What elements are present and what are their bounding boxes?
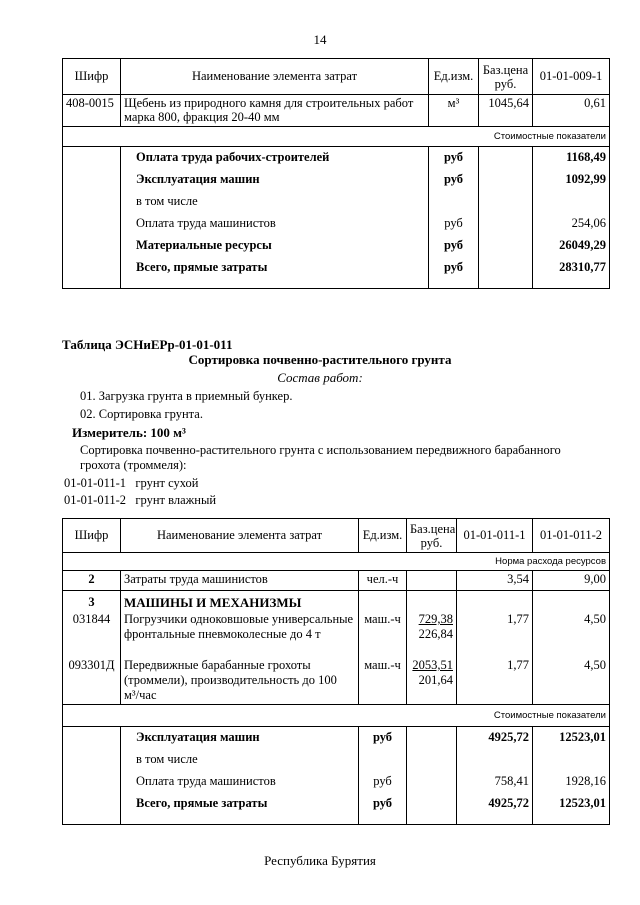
machine-name: Передвижные барабанные грохоты (троммели), производительность до 100 м³/час [121, 657, 359, 705]
labor-name: Затраты труда машинистов [121, 571, 359, 591]
machine-price-bottom: 226,84 [418, 627, 453, 641]
cost-row [63, 257, 610, 289]
t2-cost-v1: 758,41 [457, 771, 533, 793]
header-col1: 01-01-009-1 [533, 59, 610, 95]
cost-unit [429, 191, 479, 213]
page-number: 14 [313, 32, 327, 47]
cost-name: в том числе [121, 191, 429, 213]
machine-v2: 4,50 [533, 611, 610, 657]
header-name: Наименование элемента затрат [121, 59, 429, 95]
t2-cost-unit: руб [359, 727, 407, 749]
variant-2-code: 01-01-011-2 [64, 493, 127, 507]
machine-row [63, 611, 610, 657]
cost-unit: руб [429, 213, 479, 235]
cost-value: 254,06 [533, 213, 610, 235]
resource-row [63, 95, 610, 127]
t2-cost-name: Оплата труда машинистов [121, 771, 359, 793]
work-item-2: 02. Сортировка грунта. [80, 407, 203, 421]
cost-value: 28310,77 [533, 257, 610, 289]
t2-cost-row [63, 793, 610, 825]
t2-cost-name: Всего, прямые затраты [121, 793, 359, 825]
t2-cost-v2: 1928,16 [533, 771, 610, 793]
machine-name: Погрузчики одноковшовые универсальные фронтальные пневмоколесные до 4 т [121, 611, 359, 657]
machine-unit: маш.-ч [359, 657, 407, 705]
t2-cost-v1: 4925,72 [457, 727, 533, 749]
machines-code: 3 [63, 591, 121, 612]
cost-unit: руб [429, 147, 479, 169]
composition-label: Состав работ: [277, 370, 363, 385]
cost-unit: руб [429, 235, 479, 257]
cost-value: 26049,29 [533, 235, 610, 257]
t2-header-col2: 01-01-011-2 [533, 519, 610, 553]
resource-unit: м³ [429, 95, 479, 127]
cost-row [63, 191, 610, 213]
resource-code: 408-0015 [63, 95, 121, 127]
norm-label: Норма расхода ресурсов [63, 553, 610, 571]
cost-table-1 [62, 58, 610, 289]
machine-unit: маш.-ч [359, 611, 407, 657]
labor-row [63, 571, 610, 591]
cost-row [63, 169, 610, 191]
t2-cost-v2: 12523,01 [533, 727, 610, 749]
t2-cost-unit: руб [359, 771, 407, 793]
t2-header-base-price: Баз.цена руб. [407, 519, 457, 553]
cost-name: Оплата труда рабочих-строителей [121, 147, 429, 169]
machines-row [63, 591, 610, 612]
t2-header-col1: 01-01-011-1 [457, 519, 533, 553]
meter-label: Измеритель: 100 м³ [72, 425, 186, 440]
cost-value [533, 191, 610, 213]
variant-1-label: грунт сухой [135, 476, 199, 490]
header-code: Шифр [63, 59, 121, 95]
t2-header-name: Наименование элемента затрат [121, 519, 359, 553]
machine-price-top: 729,38 [418, 612, 453, 626]
cost-row [63, 147, 610, 169]
variant-2-label: грунт влажный [135, 493, 217, 507]
variant-2 [64, 493, 216, 508]
t2-cost-v1 [457, 749, 533, 771]
machine-price-top: 2053,51 [412, 658, 453, 672]
labor-v2: 9,00 [533, 571, 610, 591]
machine-price [407, 657, 457, 705]
machine-row [63, 657, 610, 705]
t2-cost-row [63, 749, 610, 771]
cost-value: 1092,99 [533, 169, 610, 191]
machine-code: 031844 [63, 611, 121, 657]
cost-row [63, 235, 610, 257]
resource-value: 0,61 [533, 95, 610, 127]
section-heading: Сортировка почвенно-растительного грунта [188, 352, 452, 367]
header-base-price: Баз.цена руб. [479, 59, 533, 95]
variant-1 [64, 476, 199, 491]
work-item-1: 01. Загрузка грунта в приемный бункер. [80, 389, 293, 403]
table-title: Таблица ЭСНиЕРр-01-01-011 [62, 337, 233, 352]
machines-name: МАШИНЫ И МЕХАНИЗМЫ [121, 591, 359, 612]
variant-1-code: 01-01-011-1 [64, 476, 127, 490]
machine-v1: 1,77 [457, 611, 533, 657]
t2-cost-unit: руб [359, 793, 407, 825]
cost-unit: руб [429, 169, 479, 191]
cost-name: Материальные ресурсы [121, 235, 429, 257]
labor-code: 2 [63, 571, 121, 591]
t2-cost-row [63, 771, 610, 793]
t2-header-code: Шифр [63, 519, 121, 553]
cost-value: 1168,49 [533, 147, 610, 169]
cost-name: Оплата труда машинистов [121, 213, 429, 235]
t2-cost-v2 [533, 749, 610, 771]
machine-v1: 1,77 [457, 657, 533, 705]
cost-name: Эксплуатация машин [121, 169, 429, 191]
section-label: Стоимостные показатели [63, 127, 610, 147]
labor-v1: 3,54 [457, 571, 533, 591]
header-unit: Ед.изм. [429, 59, 479, 95]
t2-cost-name: в том числе [121, 749, 359, 771]
work-description: Сортировка почвенно-растительного грунта с использованием передвижного барабанного грохота (троммеля): [80, 443, 561, 472]
t2-cost-v2: 12523,01 [533, 793, 610, 825]
labor-unit: чел.-ч [359, 571, 407, 591]
footer-region: Республика Бурятия [264, 853, 376, 868]
t2-cost-name: Эксплуатация машин [121, 727, 359, 749]
machine-code: 093301Д [63, 657, 121, 705]
t2-cost-v1: 4925,72 [457, 793, 533, 825]
cost-name: Всего, прямые затраты [121, 257, 429, 289]
machine-price-bottom: 201,64 [418, 673, 453, 687]
t2-cost-row [63, 727, 610, 749]
machine-v2: 4,50 [533, 657, 610, 705]
machine-price [407, 611, 457, 657]
t2-cost-unit [359, 749, 407, 771]
cost-table-2 [62, 518, 610, 825]
t2-section-label: Стоимостные показатели [63, 705, 610, 727]
cost-unit: руб [429, 257, 479, 289]
resource-price: 1045,64 [479, 95, 533, 127]
resource-name: Щебень из природного камня для строительных работ марка 800, фракция 20-40 мм [121, 95, 429, 127]
cost-row [63, 213, 610, 235]
t2-header-unit: Ед.изм. [359, 519, 407, 553]
